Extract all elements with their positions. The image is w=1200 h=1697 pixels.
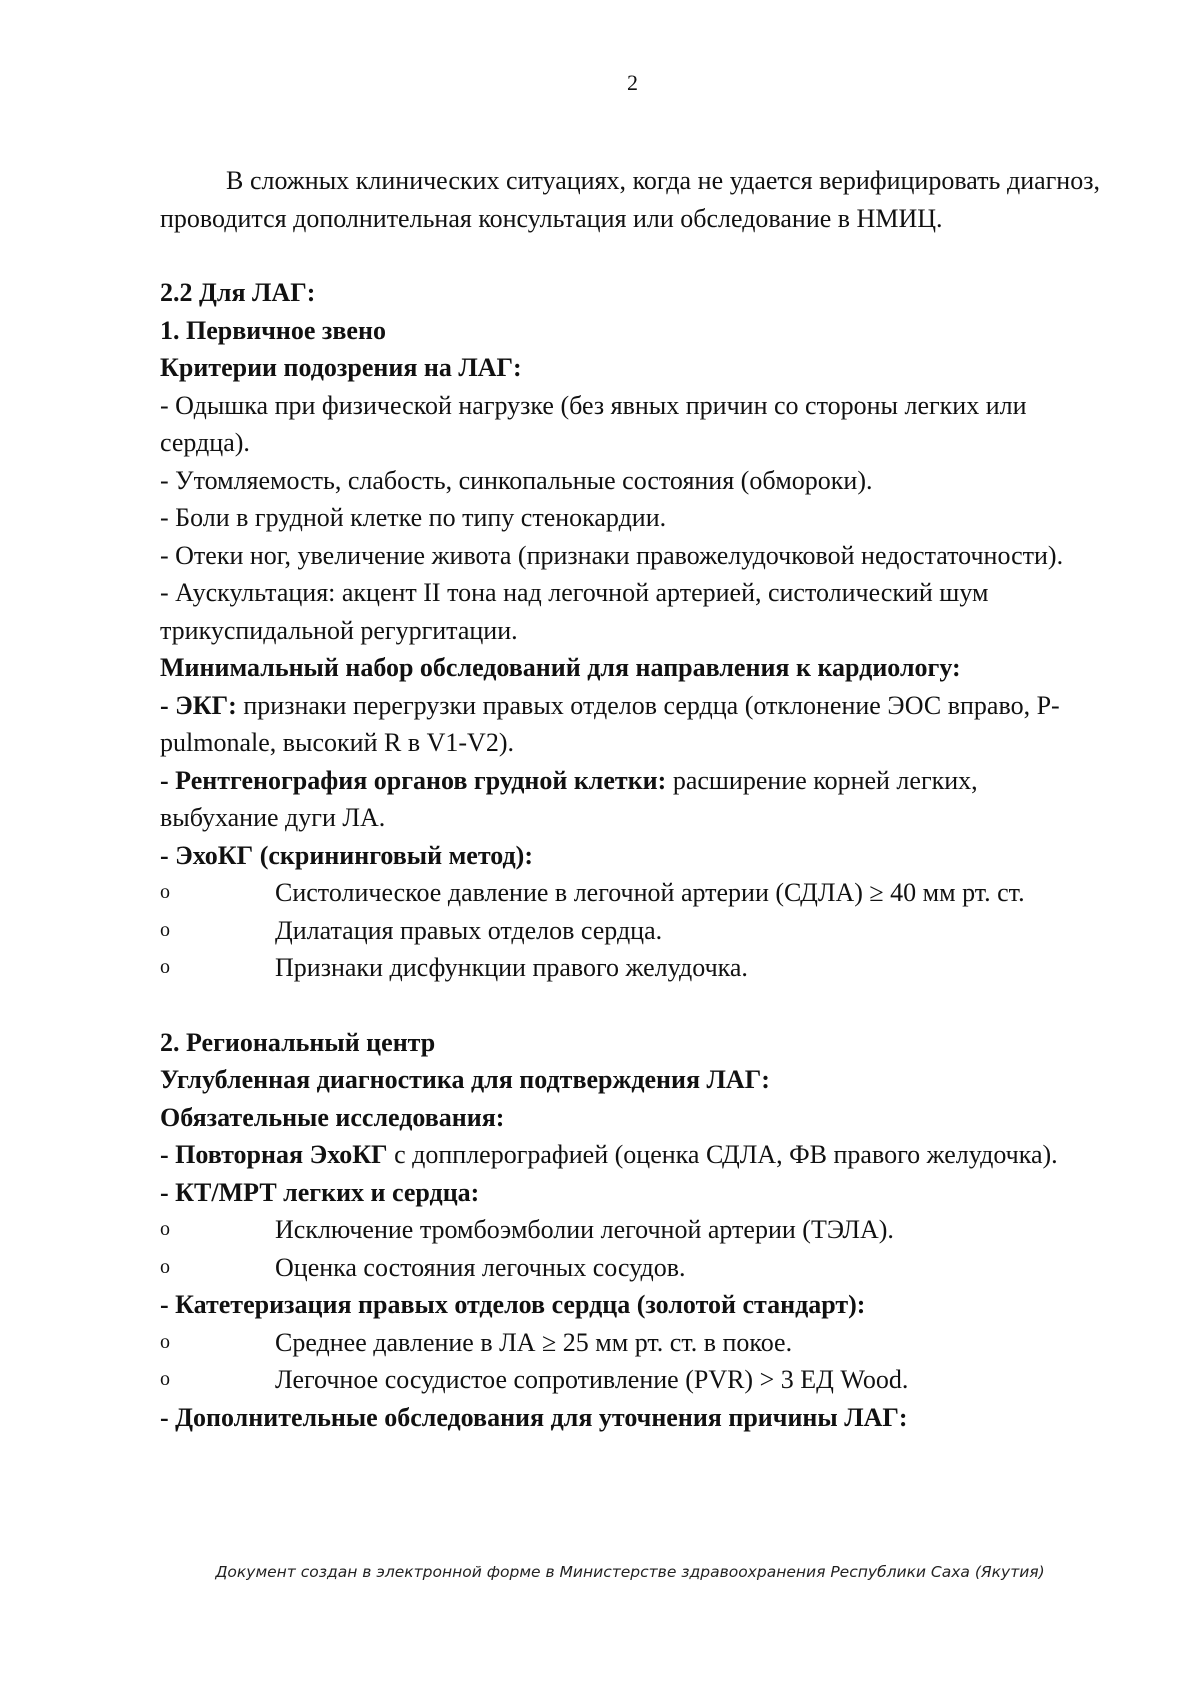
- echo-item: [160, 949, 1100, 987]
- cath-item: [160, 1324, 1100, 1362]
- bullet-marker: o: [160, 1330, 170, 1353]
- echo-item-text: Признаки дисфункции правого желудочка.: [275, 953, 748, 982]
- echo-title: - ЭхоКГ (скрининговый метод):: [160, 840, 533, 870]
- ct-title: - КТ/МРТ легких и сердца:: [160, 1177, 480, 1207]
- bullet-marker: o: [160, 881, 170, 903]
- xray-label: - Рентгенография органов грудной клетки:: [160, 765, 667, 795]
- additional-title: - Дополнительные обследования для уточнения причины ЛАГ:: [160, 1402, 908, 1432]
- criteria-title: Критерии подозрения на ЛАГ:: [160, 353, 522, 382]
- ecg-text: признаки перегрузки правых отделов сердца (отклонение ЭОС вправо, P-pulmonale, высокий R в V1-V2).: [160, 690, 1060, 757]
- criteria-item: - Боли в грудной клетке по типу стенокардии.: [160, 503, 667, 532]
- echo-item: [160, 874, 1100, 912]
- ct-item-text: Оценка состояния легочных сосудов.: [275, 1252, 686, 1282]
- deep-diagnostics-title: Углубленная диагностика для подтверждения ЛАГ:: [160, 1065, 770, 1094]
- repeat-echo-label: - Повторная ЭхоКГ: [160, 1140, 388, 1169]
- catheterization-title: - Катетеризация правых отделов сердца (золотой стандарт):: [160, 1290, 866, 1319]
- spacer: [160, 987, 1100, 1024]
- echo-item-text: Систолическое давление в легочной артерии (СДЛА) ≥ 40 мм рт. ст.: [275, 878, 1025, 907]
- bullet-marker: o: [160, 918, 170, 941]
- ct-item: [160, 1211, 1100, 1249]
- criteria-item: - Аускультация: акцент II тона над легочной артерией, систолический шум трикуспидальной регургитации.: [160, 578, 989, 645]
- repeat-echo-item: [160, 1136, 1100, 1174]
- footer-note: Документ создан в электронной форме в Министерстве здравоохранения Республики Саха (Якутия): [215, 1563, 1045, 1581]
- cath-item-text: Легочное сосудистое сопротивление (PVR) > 3 ЕД Wood.: [275, 1365, 909, 1394]
- intro-paragraph: В сложных клинических ситуациях, когда не удается верифицировать диагноз, проводится дополнительная консультация или обследование в НМИЦ.: [160, 166, 1100, 233]
- page-number: 2: [627, 70, 638, 95]
- echo-item: [160, 912, 1100, 950]
- ecg-label: - ЭКГ:: [160, 690, 237, 720]
- mandatory-title: Обязательные исследования:: [160, 1102, 505, 1132]
- section-title: 2.2 Для ЛАГ:: [160, 278, 316, 307]
- regional-title: 2. Региональный центр: [160, 1027, 436, 1057]
- cath-item-text: Среднее давление в ЛА ≥ 25 мм рт. ст. в покое.: [275, 1327, 793, 1357]
- spacer: [160, 237, 1100, 274]
- repeat-echo-text: с допплерографией (оценка СДЛА, ФВ правого желудочка).: [387, 1140, 1058, 1169]
- criteria-item: - Одышка при физической нагрузке (без явных причин со стороны легких или сердца).: [160, 390, 1027, 457]
- ecg-item: [160, 687, 1100, 762]
- bullet-marker: o: [160, 1218, 170, 1240]
- ct-item-text: Исключение тромбоэмболии легочной артерии (ТЭЛА).: [275, 1215, 894, 1244]
- xray-text: расширение корней легких, выбухание дуги ЛА.: [160, 765, 978, 832]
- document-body: [160, 162, 1100, 1436]
- bullet-marker: o: [160, 1368, 170, 1390]
- criteria-item: - Утомляемость, слабость, синкопальные состояния (обмороки).: [160, 465, 873, 495]
- echo-item-text: Дилатация правых отделов сердца.: [275, 915, 663, 945]
- criteria-item: - Отеки ног, увеличение живота (признаки правожелудочковой недостаточности).: [160, 540, 1064, 570]
- minimal-set-title: Минимальный набор обследований для направления к кардиологу:: [160, 653, 961, 682]
- cath-item: [160, 1361, 1100, 1399]
- ct-item: [160, 1249, 1100, 1287]
- xray-item: [160, 762, 1100, 837]
- primary-title: 1. Первичное звено: [160, 315, 386, 345]
- bullet-marker: o: [160, 956, 170, 978]
- bullet-marker: o: [160, 1255, 170, 1278]
